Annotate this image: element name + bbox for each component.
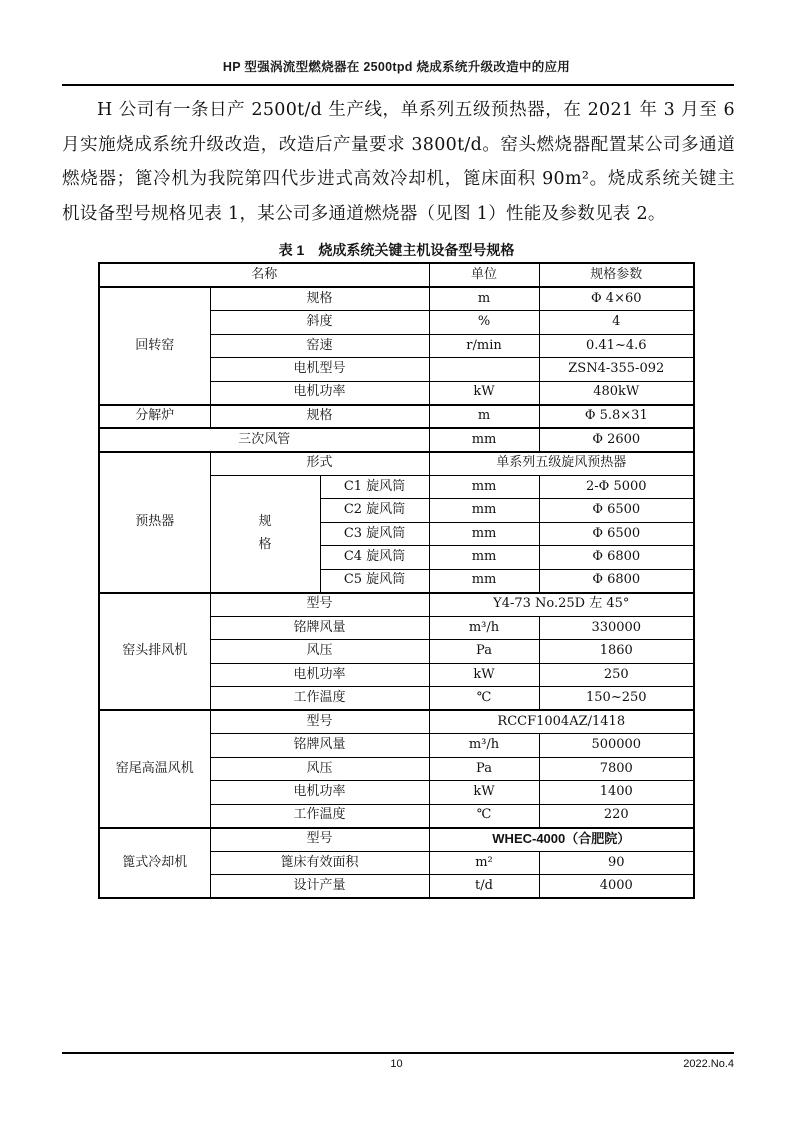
cell-param: 型号 xyxy=(210,710,429,734)
cell-param: 电机功率 xyxy=(210,781,429,805)
cell-value: 500000 xyxy=(539,734,694,758)
cell-value: Φ 6500 xyxy=(539,522,694,546)
cell-subgroup xyxy=(210,475,320,593)
subgroup-label: 规格 xyxy=(258,514,272,552)
cell-group: 三次风管 xyxy=(99,428,429,452)
cell-param: 电机型号 xyxy=(210,358,429,382)
cell-unit: kW xyxy=(429,781,539,805)
cell-param: 风压 xyxy=(210,757,429,781)
cell-param: C1 旋风筒 xyxy=(320,475,429,499)
cell-unit xyxy=(429,358,539,382)
cell-param: 型号 xyxy=(210,828,429,852)
table-row xyxy=(99,405,694,429)
table-row xyxy=(99,593,694,617)
cell-group: 窑头排风机 xyxy=(99,593,210,711)
cell-value: ZSN4-355-092 xyxy=(539,358,694,382)
cell-unit: m³/h xyxy=(429,734,539,758)
table-row xyxy=(99,710,694,734)
cell-value: WHEC-4000（合肥院） xyxy=(429,828,694,852)
cell-unit: m xyxy=(429,287,539,311)
cell-group: 分解炉 xyxy=(99,405,210,429)
cell-unit: mm xyxy=(429,428,539,452)
cell-param: 工作温度 xyxy=(210,804,429,828)
cell-param: C3 旋风筒 xyxy=(320,522,429,546)
col-header-unit: 单位 xyxy=(429,263,539,287)
cell-value: 7800 xyxy=(539,757,694,781)
cell-group: 窑尾高温风机 xyxy=(99,710,210,828)
issue-label: 2022.No.4 xyxy=(683,1058,734,1070)
cell-param: C2 旋风筒 xyxy=(320,499,429,523)
cell-param: 电机功率 xyxy=(210,381,429,405)
cell-unit: r/min xyxy=(429,334,539,358)
page-number: 10 xyxy=(390,1058,403,1070)
header-divider xyxy=(62,84,734,86)
cell-param: 型号 xyxy=(210,593,429,617)
cell-unit: m xyxy=(429,405,539,429)
cell-param: 设计产量 xyxy=(210,875,429,899)
cell-value: 单系列五级旋风预热器 xyxy=(429,452,694,476)
table-row xyxy=(99,428,694,452)
col-header-spec: 规格参数 xyxy=(539,263,694,287)
cell-param: 电机功率 xyxy=(210,663,429,687)
cell-unit: mm xyxy=(429,546,539,570)
cell-value: RCCF1004AZ/1418 xyxy=(429,710,694,734)
cell-param: 风压 xyxy=(210,640,429,664)
cell-value: 250 xyxy=(539,663,694,687)
table-row xyxy=(99,452,694,476)
body-paragraph: H 公司有一条日产 2500t/d 生产线，单系列五级预热器，在 2021 年 3 月至 6 月实施烧成系统升级改造，改造后产量要求 3800t/d。窑头燃烧器配置某公司多通道燃烧器；篦冷机为我院第四代步进式高效冷却机，篦床面积 90m²。烧成系统关键主机设备型号规格见表 1，某公司多通道燃烧器（见图 1）性能及参数见表 2。 xyxy=(62,100,735,224)
cell-value: 220 xyxy=(539,804,694,828)
cell-value: 2-Φ 5000 xyxy=(539,475,694,499)
cell-param: 规格 xyxy=(210,405,429,429)
cell-value: 480kW xyxy=(539,381,694,405)
cell-value: Y4-73 No.25D 左 45° xyxy=(429,593,694,617)
spec-table xyxy=(98,262,695,899)
cell-value: 330000 xyxy=(539,616,694,640)
footer-divider xyxy=(62,1052,734,1054)
cell-value: 90 xyxy=(539,851,694,875)
cell-param: 规格 xyxy=(210,287,429,311)
cell-unit: kW xyxy=(429,663,539,687)
cell-value: Φ 6500 xyxy=(539,499,694,523)
cell-unit: m³/h xyxy=(429,616,539,640)
cell-value: 1400 xyxy=(539,781,694,805)
cell-unit: m² xyxy=(429,851,539,875)
cell-param: 铭牌风量 xyxy=(210,734,429,758)
cell-value: Φ 4×60 xyxy=(539,287,694,311)
cell-value: 1860 xyxy=(539,640,694,664)
running-header: HP 型强涡流型燃烧器在 2500tpd 烧成系统升级改造中的应用 xyxy=(222,60,571,74)
cell-group: 篦式冷却机 xyxy=(99,828,210,899)
cell-unit: ℃ xyxy=(429,804,539,828)
table-header-row xyxy=(99,263,694,287)
cell-param: 斜度 xyxy=(210,311,429,335)
col-header-name: 名称 xyxy=(99,263,429,287)
cell-unit: t/d xyxy=(429,875,539,899)
cell-unit: Pa xyxy=(429,640,539,664)
cell-value: Φ 5.8×31 xyxy=(539,405,694,429)
cell-param: 篦床有效面积 xyxy=(210,851,429,875)
cell-unit: mm xyxy=(429,475,539,499)
cell-value: 4000 xyxy=(539,875,694,899)
cell-unit: kW xyxy=(429,381,539,405)
cell-param: 窑速 xyxy=(210,334,429,358)
table-row xyxy=(99,287,694,311)
cell-unit: mm xyxy=(429,522,539,546)
cell-param: 工作温度 xyxy=(210,687,429,711)
cell-unit: ℃ xyxy=(429,687,539,711)
cell-param: 形式 xyxy=(210,452,429,476)
cell-value: Φ 2600 xyxy=(539,428,694,452)
cell-unit: Pa xyxy=(429,757,539,781)
cell-group: 预热器 xyxy=(99,452,210,593)
cell-value: 0.41~4.6 xyxy=(539,334,694,358)
cell-param: 铭牌风量 xyxy=(210,616,429,640)
cell-value: 150~250 xyxy=(539,687,694,711)
cell-group: 回转窑 xyxy=(99,287,210,405)
cell-unit: mm xyxy=(429,499,539,523)
cell-value: Φ 6800 xyxy=(539,569,694,593)
cell-value: Φ 6800 xyxy=(539,546,694,570)
cell-param: C4 旋风筒 xyxy=(320,546,429,570)
cell-unit: % xyxy=(429,311,539,335)
table-caption: 表 1 烧成系统关键主机设备型号规格 xyxy=(278,242,515,258)
table-row xyxy=(99,828,694,852)
cell-param: C5 旋风筒 xyxy=(320,569,429,593)
cell-value: 4 xyxy=(539,311,694,335)
cell-unit: mm xyxy=(429,569,539,593)
